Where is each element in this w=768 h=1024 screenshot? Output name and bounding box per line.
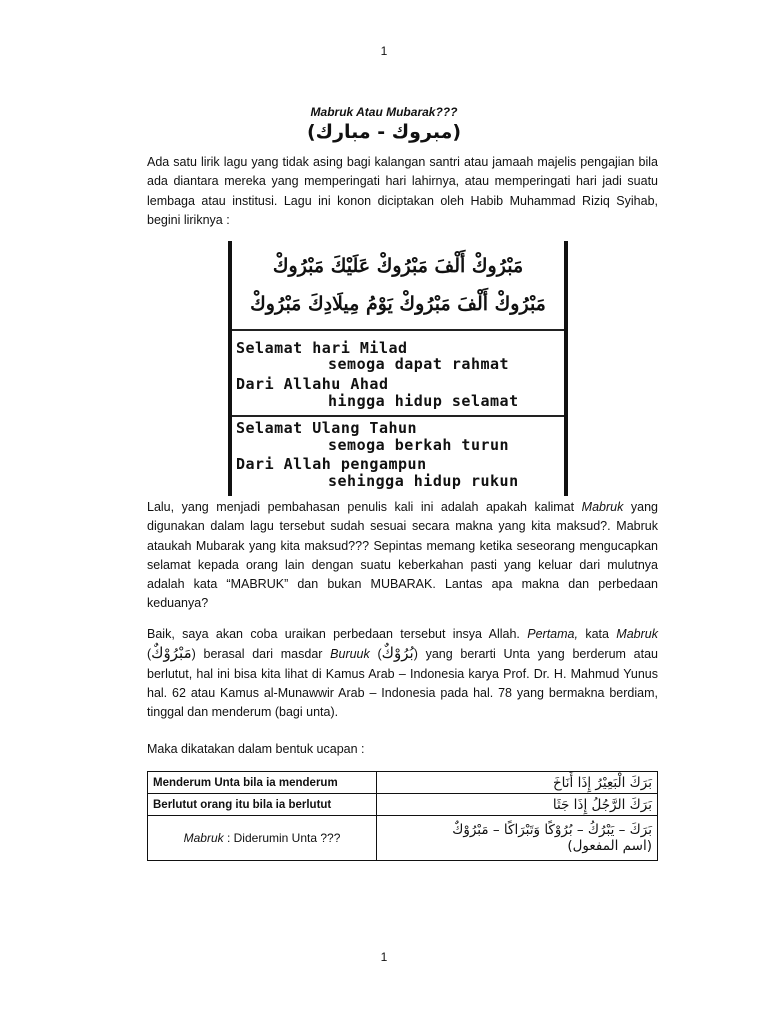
italic-term: Buruuk	[330, 647, 370, 662]
italic-term: Pertama,	[527, 627, 578, 641]
song-line: Selamat hari Milad	[236, 339, 408, 357]
italic-term: Mabruk	[616, 627, 658, 641]
expression-table	[147, 771, 658, 861]
document-title: Mabruk Atau Mubarak???	[310, 105, 458, 119]
song-line: sehingga hidup rukun	[328, 472, 519, 490]
table-cell-meaning: Berlutut orang itu bila ia berlutut	[148, 794, 377, 816]
paragraph-lead-in: Maka dikatakan dalam bentuk ucapan :	[147, 742, 365, 756]
paragraph-question	[147, 498, 658, 614]
song-line: Dari Allah pengampun	[236, 455, 427, 473]
arabic-note: (اسم المفعول)	[567, 838, 652, 854]
text-segment: Lalu, yang menjadi pembahasan penulis kali ini adalah apakah kalimat	[147, 500, 582, 514]
song-arabic-line-1: مَبْرُوكْ أَلْفَ مَبْرُوكْ عَلَيْكَ مَبْرُوكْ	[272, 255, 524, 277]
arabic-title: (مبروك - مبارك)	[306, 121, 462, 143]
table-row	[148, 772, 658, 794]
paragraph-explanation	[147, 625, 658, 722]
paragraph-intro: Ada satu lirik lagu yang tidak asing bagi kalangan santri atau jamaah majelis pengajian bila ada diantara mereka yang memperingati hari lahirnya, atau memperingati hari jadi suatu lembaga atau institusi. Lagu ini konon diciptakan oleh Habib Muhammad Riziq Syihab, begini liriknya :	[147, 155, 658, 227]
song-line: Selamat Ulang Tahun	[236, 419, 418, 437]
text-segment: Baik, saya akan coba uraikan perbedaan tersebut insya Allah.	[147, 627, 528, 641]
song-divider	[232, 329, 564, 331]
arabic-conjugation: بَرَكَ – يَبْرُكُ – بُرُوْكًا وَتَبْرَاكًا – مَبْرُوْكٌ	[452, 822, 652, 838]
arabic-term: مَبْرُوْكٌ	[151, 644, 192, 663]
text-segment: yang digunakan dalam lagu tersebut sudah sesuai secara makna yang kita maksud?. Mabruk ataukah Mubarak yang kita maksud??? Sepintas memang ketika seseorang mengucapkan selamat kepada orang lain dengan suatu keberkahan pasti yang keluar dari mulutnya adalah kata “MABRUK” dan bukan MUBARAK. Lantas apa makna dan perbedaan keduanya?	[147, 500, 658, 611]
table-row	[148, 816, 658, 861]
song-arabic-line-2: مَبْرُوكْ أَلْفَ مَبْرُوكْ يَوْمُ مِيلَادِكَ مَبْرُوكْ	[250, 293, 546, 315]
table-cell-arabic	[377, 816, 658, 861]
table-cell-arabic: بَرَكَ الْبَعِيْرُ إِذَا أَنَاخَ	[377, 772, 658, 794]
italic-term: Mabruk	[581, 500, 624, 514]
text-segment: ) berasal dari masdar	[191, 647, 331, 662]
page-number-top: 1	[380, 44, 388, 58]
italic-term: Mabruk	[183, 831, 224, 845]
song-line: Dari Allahu Ahad	[236, 375, 389, 393]
text-segment: kata	[577, 627, 617, 641]
text-segment: ) yang berarti Unta yang berderum atau berlutut, hal ini bisa kita lihat di Kamus Arab – Indonesia karya Prof. Dr. H. Mahmud Yunus hal. 62 atau Kamus al-Munawwir Arab – Indonesia pada hal. 78 yang bermakna berdiam, tinggal dan menderum (bagi unta).	[147, 647, 658, 720]
table-cell-meaning	[148, 816, 377, 861]
table-row	[148, 794, 658, 816]
song-line: semoga berkah turun	[328, 436, 510, 454]
page-number-bottom: 1	[380, 950, 388, 964]
arabic-term: بُرُوْكٌ	[381, 644, 414, 663]
text-segment: (	[147, 647, 152, 662]
song-line: semoga dapat rahmat	[328, 355, 510, 373]
song-lyrics-image	[228, 241, 568, 496]
text-segment: : Diderumin Unta ???	[223, 831, 341, 845]
song-line: hingga hidup selamat	[328, 392, 519, 410]
song-divider	[232, 415, 564, 417]
table-cell-arabic: بَرَكَ الرَّجُلُ إِذَا جَثَا	[377, 794, 658, 816]
text-segment: (	[369, 647, 382, 662]
table-cell-meaning: Menderum Unta bila ia menderum	[148, 772, 377, 794]
